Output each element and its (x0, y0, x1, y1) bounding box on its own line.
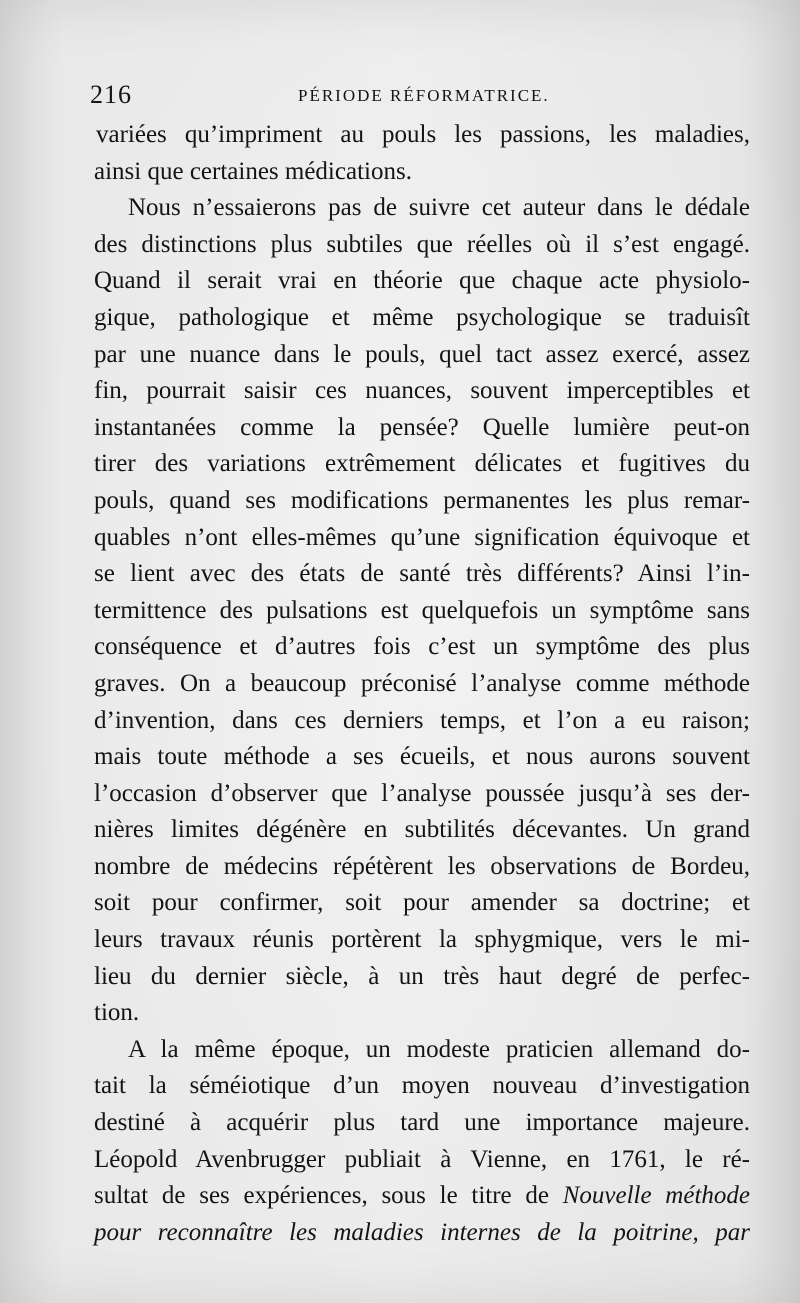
running-head (90, 78, 552, 110)
text-line: conséquence et d’autres fois c’est un symptôme des plus (94, 633, 750, 661)
text-line (94, 1215, 750, 1252)
text-line: destiné à acquérir plus tard une importance majeure. (94, 1109, 750, 1137)
book-title-italic: pour reconnaître les maladies internes de la poitrine (94, 1218, 693, 1246)
running-title: PÉRIODE RÉFORMATRICE. (298, 86, 550, 105)
text-line: Léopold Avenbrugger publiait à Vienne, en 1761, le ré- (94, 1145, 750, 1173)
text-line: des distinctions plus subtiles que réelles où il s’est engagé. (94, 230, 750, 258)
text-line: nières limites dégénère en subtilités décevantes. Un grand (94, 816, 750, 844)
text-line: tait la séméiotique d’un moyen nouveau d’investigation (94, 1072, 750, 1100)
text-line (94, 1178, 750, 1215)
text-line: Quand il serait vrai en théorie que chaque acte physiolo- (94, 267, 750, 295)
book-title-italic: Nouvelle méthode (562, 1182, 750, 1210)
text-line: soit pour confirmer, soit pour amender sa doctrine; et (94, 889, 750, 917)
text-line: mais toute méthode a ses écueils, et nous aurons souvent (94, 743, 750, 771)
text-line: gique, pathologique et même psychologique se traduisît (94, 303, 750, 331)
text-line: leurs travaux réunis portèrent la sphygmique, vers le mi- (94, 926, 750, 954)
paragraph-start-line: Nous n’essaierons pas de suivre cet auteur dans le dédale (128, 194, 750, 222)
text-line: variées qu’impriment au pouls les passions, les maladies, (96, 121, 750, 148)
text-line: instantanées comme la pensée? Quelle lumière peut-on (94, 413, 750, 441)
text-line: ainsi que certaines médications. (94, 157, 412, 185)
text-line: d’invention, dans ces derniers temps, et l’on a eu raison; (94, 706, 750, 734)
text-line: termittence des pulsations est quelquefois un symptôme sans (94, 596, 750, 624)
text-line: se lient avec des états de santé très différents? Ainsi l’in- (94, 560, 750, 588)
text-line: graves. On a beaucoup préconisé l’analyse comme méthode (94, 669, 750, 697)
text-line: tion. (94, 999, 140, 1027)
text-run-italic: , par (692, 1218, 750, 1246)
text-line: fin, pourrait saisir ces nuances, souvent imperceptibles et (94, 377, 750, 405)
page-number: 216 (90, 80, 132, 109)
paragraph-start-line: A la même époque, un modeste praticien allemand do- (128, 1035, 750, 1063)
text-line: quables n’ont elles-mêmes qu’une signification équivoque et (94, 523, 750, 551)
text-run: sultat de ses expériences, sous le titre de (94, 1182, 549, 1210)
text-line: nombre de médecins répétèrent les observations de Bordeu, (94, 852, 750, 880)
text-line: l’occasion d’observer que l’analyse poussée jusqu’à ses der- (94, 779, 750, 807)
text-line: pouls, quand ses modifications permanentes les plus remar- (94, 486, 750, 514)
text-line: par une nuance dans le pouls, quel tact assez exercé, assez (94, 340, 750, 368)
text-line: lieu du dernier siècle, à un très haut degré de perfec- (94, 962, 750, 990)
body-text (94, 117, 750, 1251)
text-line: tirer des variations extrêmement délicates et fugitives du (94, 450, 750, 478)
